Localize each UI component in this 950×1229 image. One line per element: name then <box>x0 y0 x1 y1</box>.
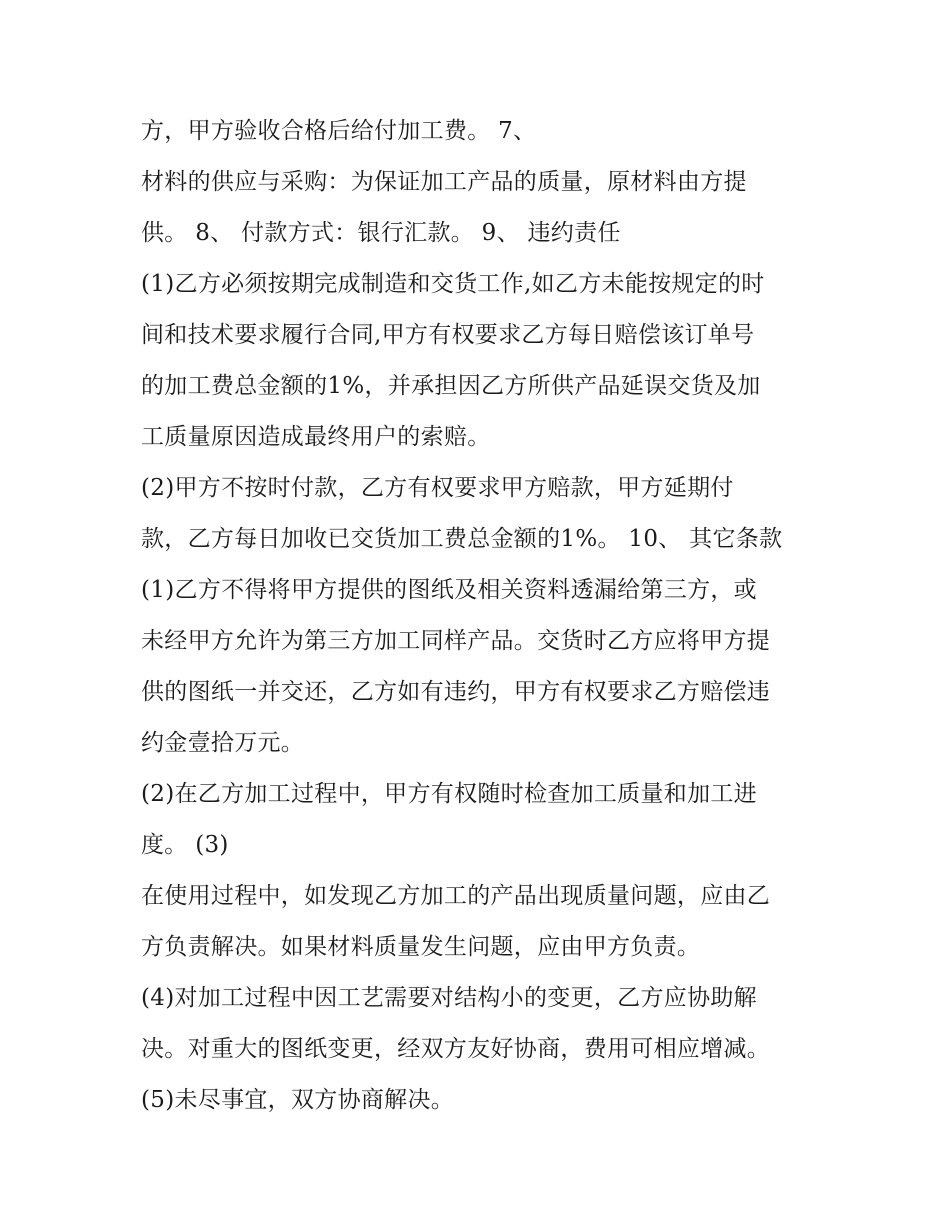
text-line: 方负责解决。如果材料质量发生问题，应由甲方负责。 <box>141 934 701 960</box>
text-line: 间和技术要求履行合同,甲方有权要求乙方每日赔偿该订单号 <box>141 322 755 348</box>
text-line: 供。 8、 付款方式：银行汇款。 9、 违约责任 <box>141 220 621 246</box>
text-line: 在使用过程中，如发现乙方加工的产品出现质量问题，应由乙 <box>141 883 771 909</box>
text-line: 工质量原因造成最终用户的索赔。 <box>141 424 491 450</box>
text-line: 供的图纸一并交还，乙方如有违约，甲方有权要求乙方赔偿违 <box>141 679 771 705</box>
text-line: 度。 (3) <box>141 832 229 858</box>
text-line: (1)乙方不得将甲方提供的图纸及相关资料透漏给第三方，或 <box>141 577 757 603</box>
text-line: 款，乙方每日加收已交货加工费总金额的1%。 10、 其它条款 <box>141 526 783 552</box>
text-line: (2)甲方不按时付款，乙方有权要求甲方赔款，甲方延期付 <box>141 475 734 501</box>
text-line: 方，甲方验收合格后给付加工费。 7、 <box>141 118 537 144</box>
text-line: (4)对加工过程中因工艺需要对结构小的变更，乙方应协助解 <box>141 985 757 1011</box>
text-line: 未经甲方允许为第三方加工同样产品。交货时乙方应将甲方提 <box>141 628 771 654</box>
text-line: 决。对重大的图纸变更，经双方友好协商，费用可相应增减。 <box>141 1036 771 1062</box>
text-line: (5)未尽事宜，双方协商解决。 <box>141 1087 455 1113</box>
text-line: 约金壹拾万元。 <box>141 730 305 756</box>
contract-text-body <box>141 106 831 1126</box>
text-line: (1)乙方必须按期完成制造和交货工作,如乙方未能按规定的时 <box>141 271 765 297</box>
text-line: 材料的供应与采购：为保证加工产品的质量，原材料由方提 <box>141 169 747 195</box>
text-line: (2)在乙方加工过程中，甲方有权随时检查加工质量和加工进 <box>141 781 757 807</box>
text-line: 的加工费总金额的1%，并承担因乙方所供产品延误交货及加 <box>141 373 761 399</box>
